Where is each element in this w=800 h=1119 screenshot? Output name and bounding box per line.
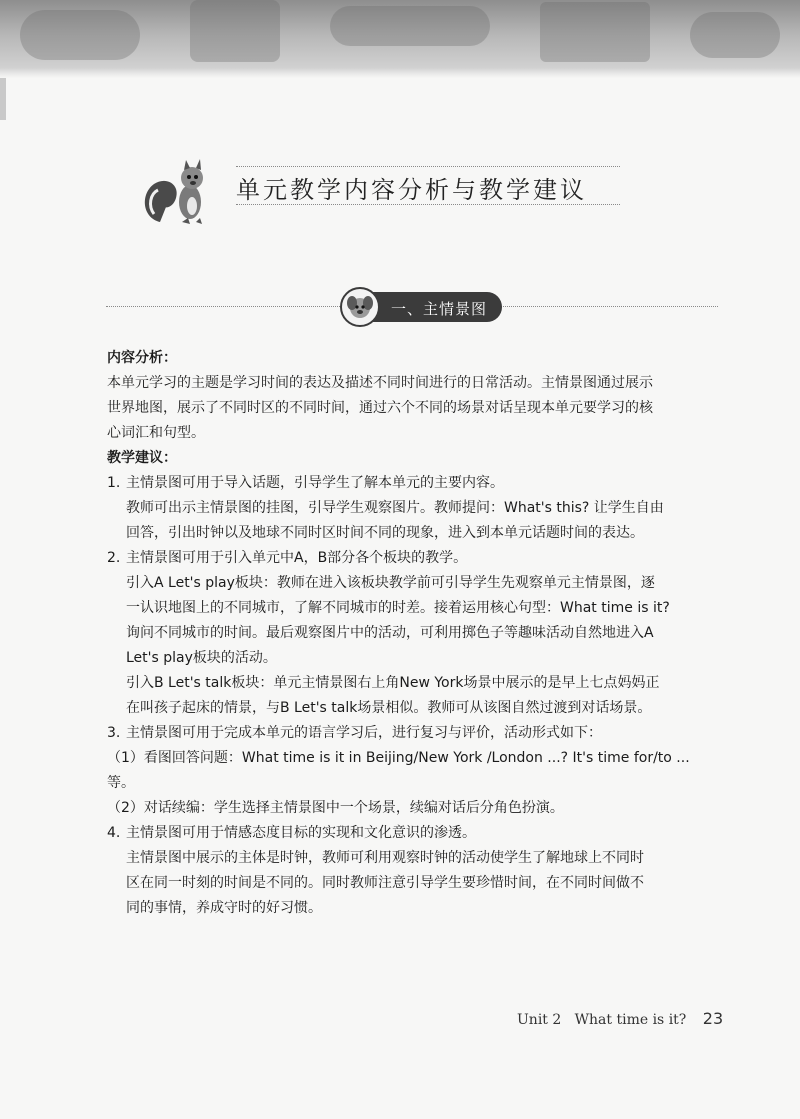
title-rule-bottom bbox=[236, 204, 620, 205]
item-heading-text: 主情景图可用于情感态度目标的实现和文化意识的渗透。 bbox=[126, 825, 476, 841]
banner-decoration bbox=[330, 6, 490, 46]
squirrel-icon bbox=[140, 158, 220, 230]
page-edge-strip bbox=[0, 78, 6, 120]
page-footer bbox=[517, 1009, 723, 1028]
item-line: Let's play板块的活动。 bbox=[126, 650, 277, 666]
header-banner bbox=[0, 0, 800, 78]
advice-item-heading bbox=[107, 471, 717, 496]
item-number: 4. bbox=[107, 825, 121, 841]
analysis-line: 本单元学习的主题是学习时间的表达及描述不同时间进行的日常活动。主情景图通过展示 bbox=[107, 375, 653, 391]
item-number: 2. bbox=[107, 550, 121, 566]
item-number: 3. bbox=[107, 725, 121, 741]
section-emblem bbox=[340, 287, 380, 327]
advice-item-heading bbox=[107, 546, 717, 571]
analysis-line: 心词汇和句型。 bbox=[107, 425, 205, 441]
banner-decoration bbox=[540, 2, 650, 62]
item-line: 引入A Let's play板块：教师在进入该板块教学前可引导学生先观察单元主情景图，逐 bbox=[126, 575, 655, 591]
item-line: 一认识地图上的不同城市，了解不同城市的时差。接着运用核心句型：What time is it? bbox=[126, 600, 670, 616]
item-line: （1）看图回答问题：What time is it in Beijing/New York /London ...? It's time for/to ... 等。 bbox=[107, 750, 690, 791]
advice-item-heading bbox=[107, 821, 717, 846]
advice-label: 教学建议： bbox=[107, 450, 177, 466]
item-heading-text: 主情景图可用于完成本单元的语言学习后，进行复习与评价，活动形式如下： bbox=[126, 725, 602, 741]
analysis-label: 内容分析： bbox=[107, 350, 177, 366]
item-line: 主情景图中展示的主体是时钟，教师可利用观察时钟的活动使学生了解地球上不同时 bbox=[126, 850, 644, 866]
item-line: 回答，引出时钟以及地球不同时区时间不同的现象，进入到本单元话题时间的表达。 bbox=[126, 525, 644, 541]
item-line: 同的事情，养成守时的好习惯。 bbox=[126, 900, 322, 916]
item-line: （2）对话续编：学生选择主情景图中一个场景，续编对话后分角色扮演。 bbox=[107, 800, 564, 816]
footer-unit-title: What time is it? bbox=[574, 1012, 687, 1028]
footer-unit: Unit 2 bbox=[517, 1012, 562, 1028]
item-heading-text: 主情景图可用于引入单元中A，B部分各个板块的教学。 bbox=[126, 550, 468, 566]
item-line: 区在同一时刻的时间是不同的。同时教师注意引导学生要珍惜时间，在不同时间做不 bbox=[126, 875, 644, 891]
section-heading bbox=[106, 287, 718, 331]
banner-decoration bbox=[690, 12, 780, 58]
banner-decoration bbox=[20, 10, 140, 60]
section-title: 一、主情景图 bbox=[391, 300, 488, 318]
title-rule-top bbox=[236, 166, 620, 167]
item-line: 询问不同城市的时间。最后观察图片中的活动，可利用掷色子等趣味活动自然地进入A bbox=[126, 625, 654, 641]
page-number: 23 bbox=[702, 1009, 724, 1028]
banner-decoration bbox=[190, 0, 280, 62]
item-line: 教师可出示主情景图的挂图，引导学生观察图片。教师提问：What's this? 让学生自由 bbox=[126, 500, 664, 516]
advice-item-heading bbox=[107, 721, 717, 746]
page-title: 单元教学内容分析与教学建议 bbox=[236, 176, 587, 204]
item-heading-text: 主情景图可用于导入话题，引导学生了解本单元的主要内容。 bbox=[126, 475, 504, 491]
chapter-title-block bbox=[140, 158, 620, 230]
cartoon-face-icon bbox=[342, 289, 378, 325]
body-content bbox=[107, 346, 717, 921]
item-line: 在叫孩子起床的情景，与B Let's talk场景相似。教师可从该图自然过渡到对话场景。 bbox=[126, 700, 652, 716]
item-line: 引入B Let's talk板块：单元主情景图右上角New York场景中展示的是早上七点妈妈正 bbox=[126, 675, 660, 691]
item-number: 1. bbox=[107, 475, 121, 491]
analysis-line: 世界地图，展示了不同时区的不同时间，通过六个不同的场景对话呈现本单元要学习的核 bbox=[107, 400, 653, 416]
